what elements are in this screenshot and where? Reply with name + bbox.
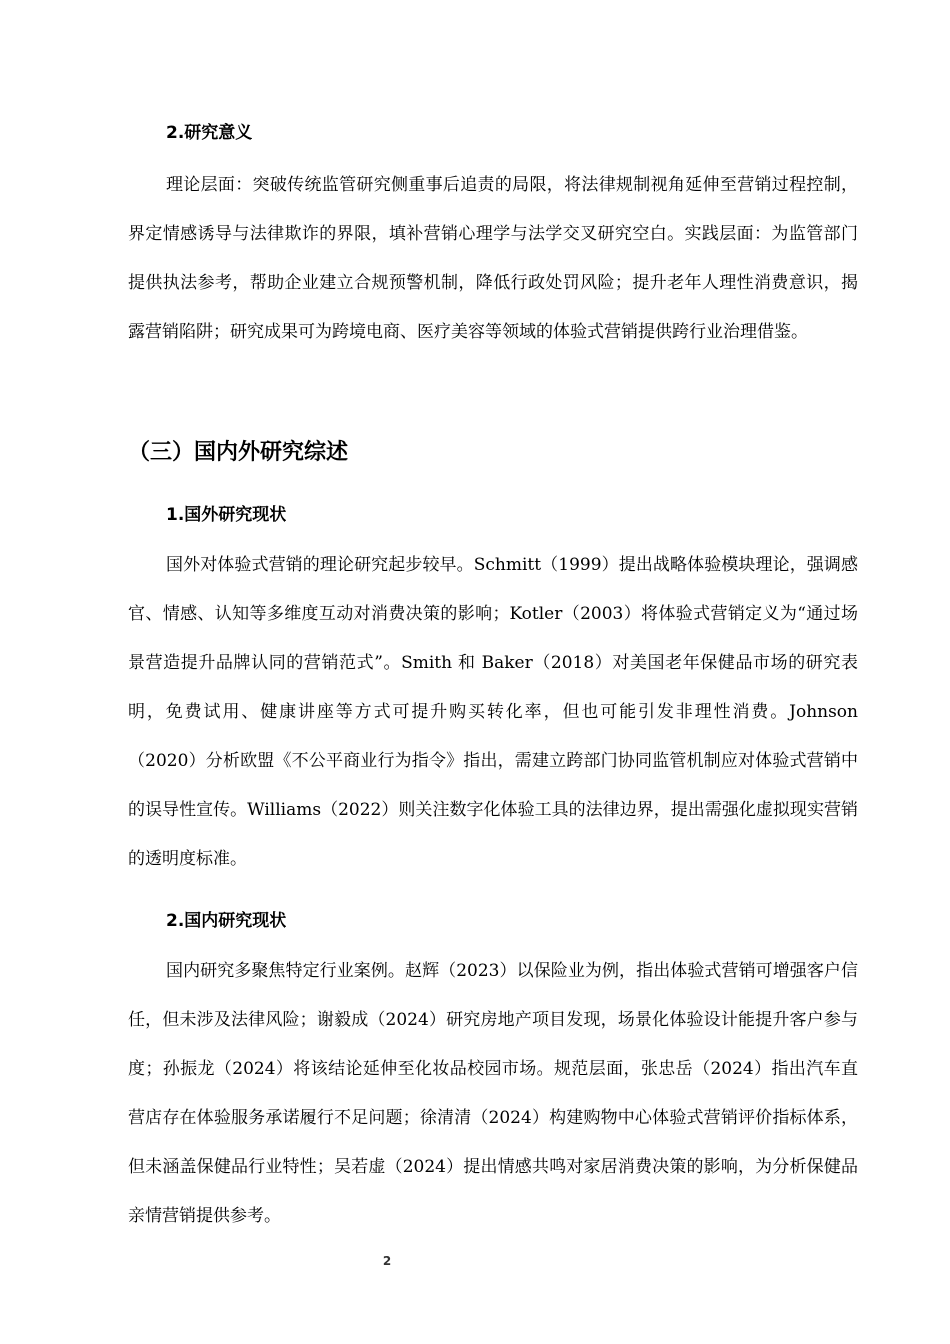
foreign-research-paragraph: 国外对体验式营销的理论研究起步较早。Schmitt（1999）提出战略体验模块理论，强调感官、情感、认知等多维度互动对消费决策的影响；Kotler（2003）将体验式营销定义为“通过场景营造提升品牌认同的营销范式”。Smith 和 Baker（2018）对美国老年保健品市场的研究表明，免费试用、健康讲座等方式可提升购买转化率，但也可能引发非理性消费。Johnson（2020）分析欧盟《不公平商业行为指令》指出，需建立跨部门协同监管机制应对体验式营销中的误导性宣传。Williams（2022）则关注数字化体验工具的法律边界，提出需强化虚拟现实营销的透明度标准。 bbox=[128, 555, 858, 869]
page-number: 2 bbox=[382, 1254, 392, 1268]
foreign-research-heading: 1.国外研究现状 bbox=[166, 505, 287, 525]
domestic-research-paragraph: 国内研究多聚焦特定行业案例。赵辉（2023）以保险业为例，指出体验式营销可增强客户信任，但未涉及法律风险；谢毅成（2024）研究房地产项目发现，场景化体验设计能提升客户参与度；孙振龙（2024）将该结论延伸至化妆品校园市场。规范层面，张忠岳（2024）指出汽车直营店存在体验服务承诺履行不足问题；徐清清（2024）构建购物中心体验式营销评价指标体系，但未涵盖保健品行业特性；吴若虚（2024）提出情感共鸣对家居消费决策的影响，为分析保健品亲情营销提供参考。 bbox=[128, 961, 858, 1226]
research-significance-heading: 2.研究意义 bbox=[166, 123, 253, 143]
domestic-research-heading: 2.国内研究现状 bbox=[166, 911, 287, 931]
literature-review-heading: （三）国内外研究综述 bbox=[128, 440, 349, 465]
research-significance-paragraph: 理论层面：突破传统监管研究侧重事后追责的局限，将法律规制视角延伸至营销过程控制，界定情感诱导与法律欺诈的界限，填补营销心理学与法学交叉研究空白。实践层面：为监管部门提供执法参考，帮助企业建立合规预警机制，降低行政处罚风险；提升老年人理性消费意识，揭露营销陷阱；研究成果可为跨境电商、医疗美容等领域的体验式营销提供跨行业治理借鉴。 bbox=[128, 175, 858, 342]
